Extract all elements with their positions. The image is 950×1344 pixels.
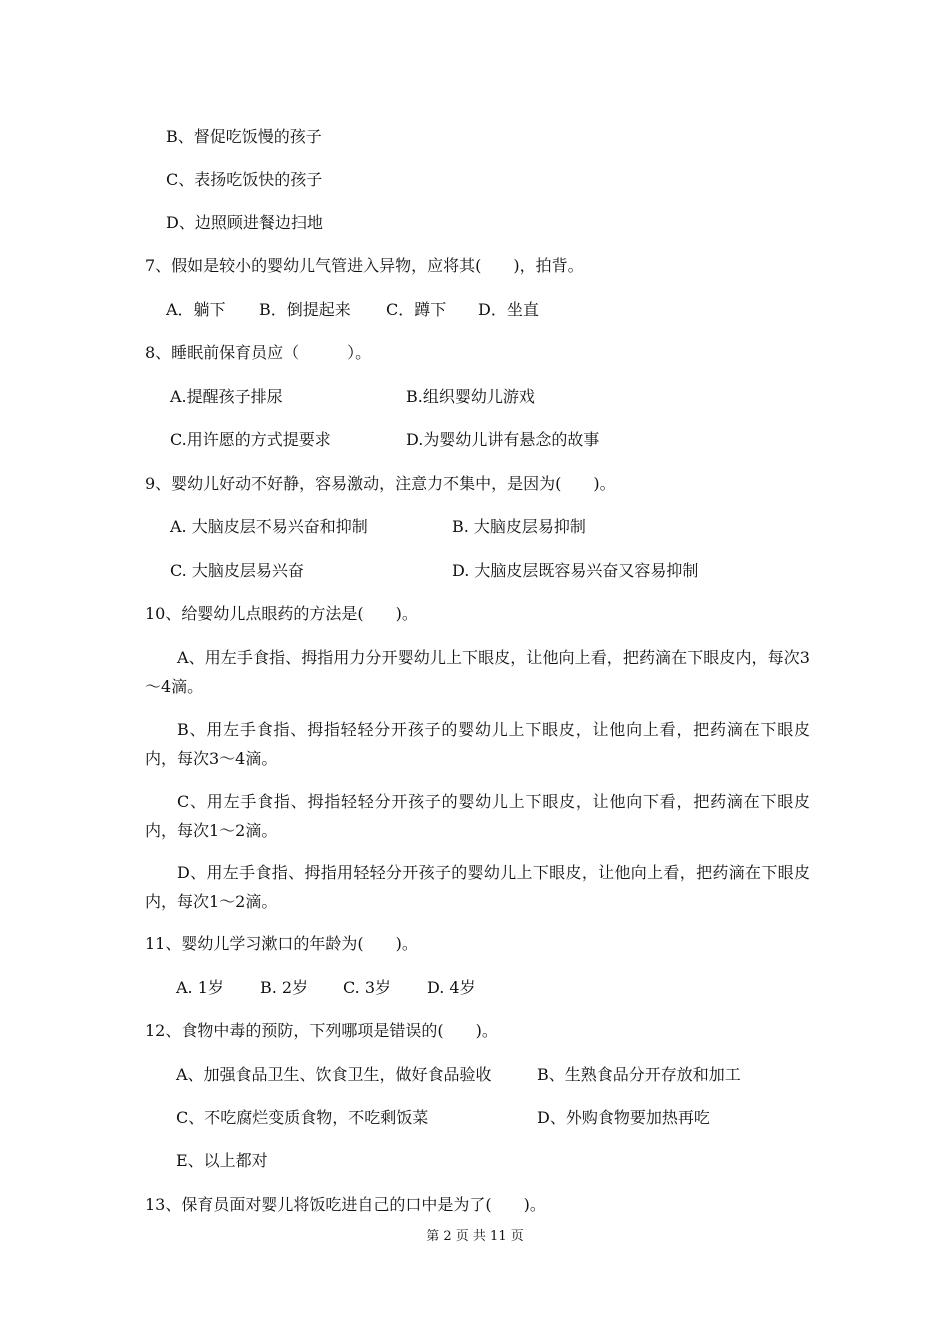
q7-option-b: B．倒提起来 (259, 300, 351, 319)
q9-option-c: C. 大脑皮层易兴奋 (170, 561, 304, 580)
q11-stem: 11、婴幼儿学习漱口的年龄为( )。 (145, 934, 418, 953)
q7-option-d: D．坐直 (478, 300, 539, 319)
q6-option-d: D、边照顾进餐边扫地 (166, 213, 323, 232)
q8-option-a: A.提醒孩子排尿 (170, 387, 283, 406)
q10-option-a: A、用左手食指、拇指用力分开婴幼儿上下眼皮，让他向上看，把药滴在下眼皮内，每次3～4滴。 (145, 648, 810, 696)
q12-option-b: B、生熟食品分开存放和加工 (537, 1065, 741, 1084)
page-number: 第 2 页 共 11 页 (426, 1229, 524, 1244)
q11-option-b: B. 2岁 (260, 978, 309, 997)
q8-option-c: C.用许愿的方式提要求 (170, 430, 331, 449)
q13-stem: 13、保育员面对婴儿将饭吃进自己的口中是为了( )。 (145, 1195, 546, 1214)
q10-option-c: C、用左手食指、拇指轻轻分开孩子的婴幼儿上下眼皮，让他向下看，把药滴在下眼皮内，每次1～2滴。 (145, 792, 810, 840)
q10-stem: 10、给婴幼儿点眼药的方法是( )。 (145, 604, 418, 623)
q8-stem: 8、睡眠前保育员应（ ）。 (145, 343, 372, 362)
q7-option-c: C．蹲下 (386, 300, 447, 319)
q11-option-c: C. 3岁 (343, 978, 392, 997)
q11-option-a: A. 1岁 (176, 978, 224, 997)
q10-option-d: D、用左手食指、拇指用轻轻分开孩子的婴幼儿上下眼皮，让他向上看，把药滴在下眼皮内，每次1～2滴。 (145, 863, 810, 911)
q11-option-d: D. 4岁 (427, 978, 476, 997)
q12-option-a: A、加强食品卫生、饮食卫生，做好食品验收 (176, 1065, 492, 1084)
q10-option-b: B、用左手食指、拇指轻轻分开孩子的婴幼儿上下眼皮，让他向上看，把药滴在下眼皮内，每次3～4滴。 (145, 720, 810, 768)
q12-option-e: E、以上都对 (176, 1151, 268, 1170)
q9-stem: 9、婴幼儿好动不好静，容易激动，注意力不集中，是因为( )。 (145, 474, 616, 493)
q9-option-d: D. 大脑皮层既容易兴奋又容易抑制 (452, 561, 699, 580)
q8-option-d: D.为婴幼儿讲有悬念的故事 (406, 430, 600, 449)
q6-option-c: C、表扬吃饭快的孩子 (166, 170, 323, 189)
q9-option-a: A. 大脑皮层不易兴奋和抑制 (170, 517, 368, 536)
q7-stem: 7、假如是较小的婴幼儿气管进入异物，应将其( )，拍背。 (145, 256, 584, 275)
q8-option-b: B.组织婴幼儿游戏 (406, 387, 535, 406)
q7-option-a: A．躺下 (166, 300, 226, 319)
q12-option-c: C、不吃腐烂变质食物，不吃剩饭菜 (176, 1108, 429, 1127)
q9-option-b: B. 大脑皮层易抑制 (452, 517, 586, 536)
q12-stem: 12、食物中毒的预防，下列哪项是错误的( )。 (145, 1021, 498, 1040)
q6-option-b: B、督促吃饭慢的孩子 (166, 127, 322, 146)
q12-option-d: D、外购食物要加热再吃 (537, 1108, 710, 1127)
